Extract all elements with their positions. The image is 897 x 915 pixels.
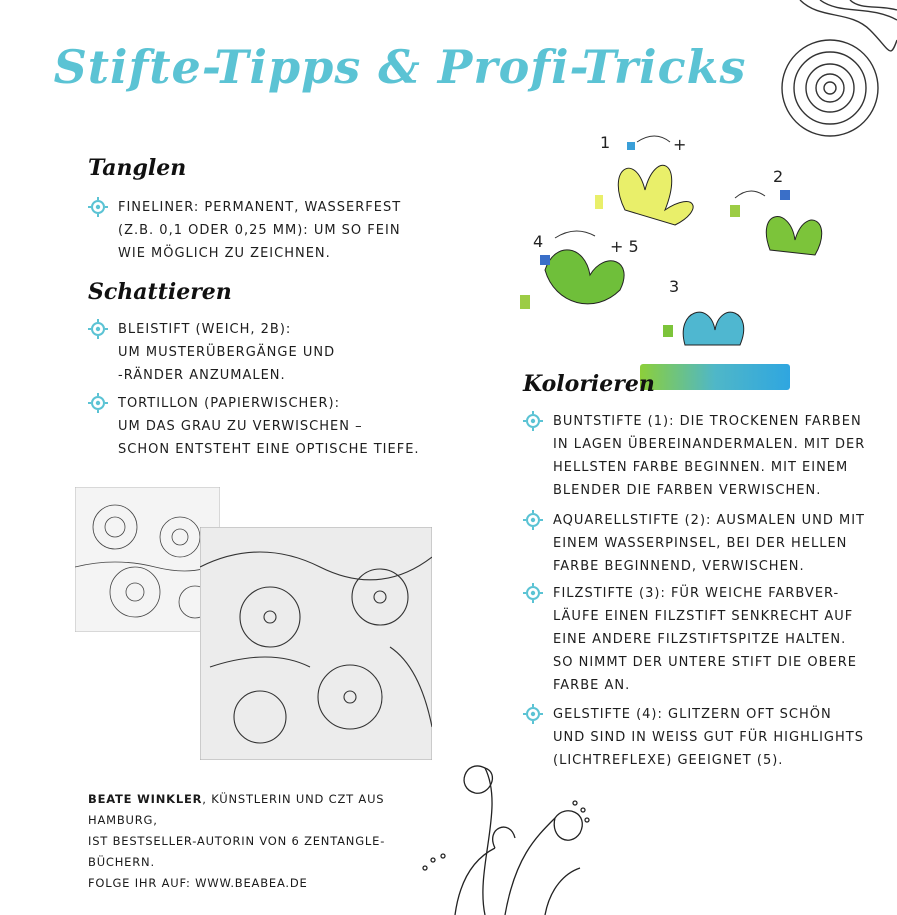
flower-doodle-icon	[760, 0, 897, 150]
item-text: TORTILLON (PAPIERWISCHER): UM DAS GRAU ZU VERWISCHEN – SCHON ENTSTEHT EINE OPTISCHE TIEFE.	[118, 396, 420, 457]
heading-kolorieren: Kolorieren	[523, 371, 655, 397]
step-4-leaves	[520, 250, 624, 309]
step-1-leaves	[595, 142, 693, 225]
coloring-steps-illustration	[515, 130, 855, 395]
gear-bullet-icon	[523, 411, 543, 431]
list-item	[88, 392, 448, 461]
author-line-1	[88, 789, 428, 831]
plant-doodle-icon	[415, 748, 615, 915]
gear-bullet-icon	[88, 393, 108, 413]
step-label-5: + 5	[610, 237, 639, 256]
heading-tanglen: Tanglen	[88, 155, 187, 181]
item-text: FINELINER: PERMANENT, WASSERFEST (Z.B. 0,1 ODER 0,25 MM): UM SO FEIN WIE MÖGLICH ZU ZEICHNEN.	[118, 200, 402, 261]
author-credit	[88, 789, 428, 894]
step-label-plus: +	[673, 135, 687, 154]
list-item	[523, 410, 883, 502]
gear-bullet-icon	[88, 319, 108, 339]
step-label-3: 3	[669, 277, 680, 296]
item-text: BUNTSTIFTE (1): DIE TROCKENEN FARBEN IN LAGEN ÜBEREINANDERMALEN. MIT DER HELLSTEN FARBE BEGINNEN. MIT EINEM BLENDER DIE FARBEN VERWISCHEN.	[553, 414, 866, 498]
gear-bullet-icon	[523, 510, 543, 530]
item-text: BLEISTIFT (WEICH, 2B): UM MUSTERÜBERGÄNGE UND -RÄNDER ANZUMALEN.	[118, 322, 336, 383]
step-label-2: 2	[773, 167, 784, 186]
gear-bullet-icon	[88, 197, 108, 217]
heading-schattieren: Schattieren	[88, 279, 232, 305]
list-item	[88, 196, 448, 265]
author-bio: , KÜNSTLERIN UND CZT AUS HAMBURG,	[88, 792, 385, 827]
author-line-3: FOLGE IHR AUF: WWW.BEABEA.DE	[88, 876, 308, 890]
item-text: FILZSTIFTE (3): FÜR WEICHE FARBVER- LÄUFE EINEN FILZSTIFT SENKRECHT AUF EINE ANDERE FILZSTIFTSPITZE HALTEN. SO NIMMT DER UNTERE STIFT DIE OBERE FARBE AN.	[553, 586, 857, 693]
tangle-sample-small-image	[75, 487, 220, 632]
step-2-leaves	[730, 190, 822, 255]
list-item	[88, 318, 448, 387]
gear-bullet-icon	[523, 704, 543, 724]
list-item	[523, 582, 883, 697]
tangle-sample-large-image	[200, 527, 432, 760]
author-line-2: IST BESTSELLER-AUTORIN VON 6 ZENTANGLE-BÜCHERN.	[88, 834, 386, 869]
step-label-4: 4	[533, 232, 544, 251]
item-text: GELSTIFTE (4): GLITZERN OFT SCHÖN UND SIND IN WEISS GUT FÜR HIGHLIGHTS (LICHTREFLEXE) GEEIGNET (5).	[553, 707, 864, 768]
step-label-1: 1	[600, 133, 611, 152]
page-title: Stifte-Tipps & Profi-Tricks	[53, 40, 747, 94]
gear-bullet-icon	[523, 583, 543, 603]
author-name: BEATE WINKLER	[88, 792, 203, 806]
step-3-leaves	[663, 312, 744, 345]
item-text: AQUARELLSTIFTE (2): AUSMALEN UND MIT EINEM WASSERPINSEL, BEI DER HELLEN FARBE BEGINNEND, VERWISCHEN.	[553, 513, 865, 574]
gradient-swatch-bar	[640, 364, 790, 390]
list-item	[523, 509, 883, 578]
